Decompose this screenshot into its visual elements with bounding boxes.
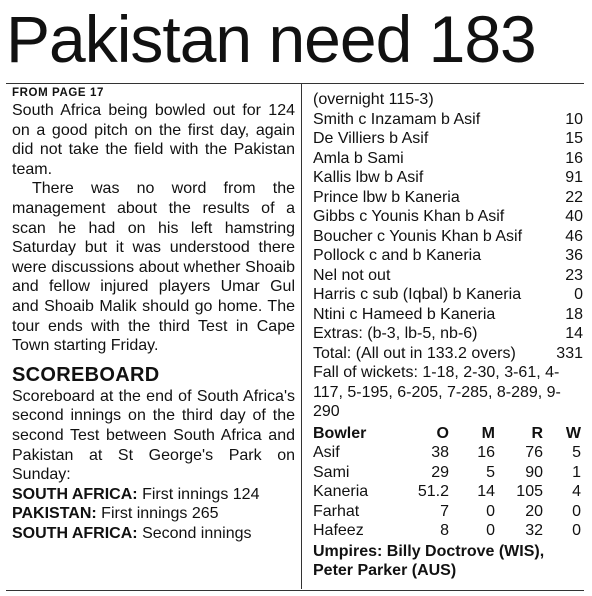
bowling-row	[313, 502, 581, 522]
batsman-runs: 40	[565, 208, 583, 225]
umpires	[313, 542, 585, 581]
batsman-runs: 15	[565, 130, 583, 147]
batsman-runs: 46	[565, 227, 583, 245]
bowling-header-row	[313, 424, 581, 444]
bowler-wickets: 1	[572, 463, 581, 481]
innings-line	[12, 524, 295, 544]
article-paragraph-2: There was no word from the management about the results of a scan he had on his left hamstring Saturday but it was understood there were discussions about whether Shoaib and fellow injured players Umar Gul and Shoaib Malik should go home. The tour ends with the third Test in Cape Town starting Friday.	[12, 180, 295, 355]
innings-team: PAKISTAN:	[12, 505, 97, 523]
bowler-maidens: 0	[486, 502, 495, 520]
batsman-runs: 16	[565, 149, 583, 167]
total-row	[313, 344, 585, 364]
batting-row	[313, 305, 585, 325]
bowler-name: Asif	[313, 444, 340, 461]
innings-line	[12, 485, 295, 505]
headline: Pakistan need 183	[6, 2, 536, 76]
bowler-maidens: 5	[486, 463, 495, 481]
batting-row	[313, 246, 585, 266]
bowler-maidens: 14	[477, 483, 495, 500]
batsman-dismissal: Prince lbw b Kaneria	[313, 188, 460, 206]
bowler-runs: 20	[525, 502, 543, 520]
bowling-row	[313, 482, 581, 502]
extras-runs: 14	[565, 325, 583, 342]
bowler-name: Farhat	[313, 502, 360, 520]
batting-row	[313, 266, 585, 286]
bowler-runs: 32	[525, 522, 543, 539]
batsman-dismissal: Kallis lbw b Asif	[313, 169, 424, 186]
bowling-row	[313, 443, 581, 463]
bowler-maidens: 0	[486, 522, 495, 539]
bowler-overs: 38	[431, 444, 449, 461]
batting-row	[313, 227, 585, 247]
bowler-name: Sami	[313, 463, 350, 481]
bowler-wickets: 0	[572, 502, 581, 520]
bowler-overs: 7	[440, 502, 449, 520]
runs-header: R	[531, 424, 543, 442]
batsman-dismissal: Boucher c Younis Khan b Asif	[313, 227, 523, 245]
batsman-runs: 22	[565, 188, 583, 206]
batsman-dismissal: De Villiers b Asif	[313, 130, 429, 147]
maidens-header: M	[481, 424, 495, 442]
batsman-dismissal: Nel not out	[313, 266, 391, 284]
kicker: FROM PAGE 17	[12, 87, 104, 99]
batsman-dismissal: Amla b Sami	[313, 149, 404, 167]
batsman-dismissal: Gibbs c Younis Khan b Asif	[313, 208, 505, 225]
bowler-overs: 51.2	[417, 483, 449, 500]
fall-of-wickets: Fall of wickets: 1-18, 2-30, 3-61, 4-117, 5-195, 6-205, 7-285, 8-289, 9-290	[313, 364, 561, 420]
innings-text: Second innings	[137, 524, 252, 542]
batsman-runs: 91	[565, 169, 583, 186]
innings-line	[12, 504, 295, 524]
batsman-dismissal: Ntini c Hameed b Kaneria	[313, 305, 496, 323]
batting-row	[313, 149, 585, 169]
batting-row	[313, 188, 585, 208]
headline-rule	[6, 83, 584, 84]
bowler-wickets: 0	[572, 522, 581, 539]
column-divider	[301, 84, 302, 589]
total-label: Total: (All out in 133.2 overs)	[313, 344, 516, 362]
batsman-runs: 0	[574, 286, 583, 303]
bowler-wickets: 5	[572, 444, 581, 461]
bowler-name: Kaneria	[313, 483, 369, 500]
wickets-header: W	[565, 424, 581, 442]
batsman-dismissal: Smith c Inzamam b Asif	[313, 110, 481, 128]
extras-label: Extras: (b-3, lb-5, nb-6)	[313, 325, 478, 342]
batsman-runs: 18	[565, 305, 583, 323]
innings-team: SOUTH AFRICA:	[12, 485, 138, 503]
bowler-overs: 29	[431, 463, 449, 481]
bowler-runs: 105	[516, 483, 543, 500]
overs-header: O	[436, 424, 449, 442]
bowling-row	[313, 521, 581, 541]
bowler-name: Hafeez	[313, 522, 364, 539]
batting-row	[313, 285, 585, 305]
batting-row	[313, 207, 585, 227]
bowling-row	[313, 463, 581, 483]
scoreboard-intro: Scoreboard at the end of South Africa's second innings on the third day of the second Test between South Africa and Pakistan at St George's Park on Sunday:	[12, 387, 295, 484]
bowling-table	[313, 424, 581, 541]
bowler-maidens: 16	[477, 444, 495, 461]
article-paragraph-1: South Africa being bowled out for 124 on a good pitch on the first day, again did not take the field with the Pakistan team.	[12, 102, 295, 178]
innings-text: First innings 265	[96, 505, 219, 523]
innings-text: First innings 124	[137, 485, 260, 503]
bowler-runs: 76	[525, 444, 543, 461]
innings-team: SOUTH AFRICA:	[12, 524, 138, 542]
bottom-rule	[6, 590, 584, 591]
bowler-overs: 8	[440, 522, 449, 539]
extras-row	[313, 324, 585, 344]
bowler-runs: 90	[525, 463, 543, 481]
scorecard-column	[313, 90, 585, 581]
batsman-runs: 23	[565, 266, 583, 284]
batsman-runs: 10	[565, 110, 583, 128]
batsman-dismissal: Pollock c and b Kaneria	[313, 247, 482, 264]
batting-row	[313, 168, 585, 188]
scoreboard-heading: SCOREBOARD	[12, 363, 160, 386]
bowler-header: Bowler	[313, 424, 367, 442]
total-runs: 331	[556, 344, 583, 362]
overnight-score: (overnight 115-3)	[313, 91, 434, 108]
batting-row	[313, 129, 585, 149]
umpires-line-1: Umpires: Billy Doctrove (WIS),	[313, 542, 545, 560]
batting-row	[313, 110, 585, 130]
batsman-runs: 36	[565, 247, 583, 264]
batsman-dismissal: Harris c sub (Iqbal) b Kaneria	[313, 286, 522, 303]
bowler-wickets: 4	[572, 483, 581, 500]
article-column	[12, 86, 295, 543]
umpires-line-2: Peter Parker (AUS)	[313, 562, 457, 579]
